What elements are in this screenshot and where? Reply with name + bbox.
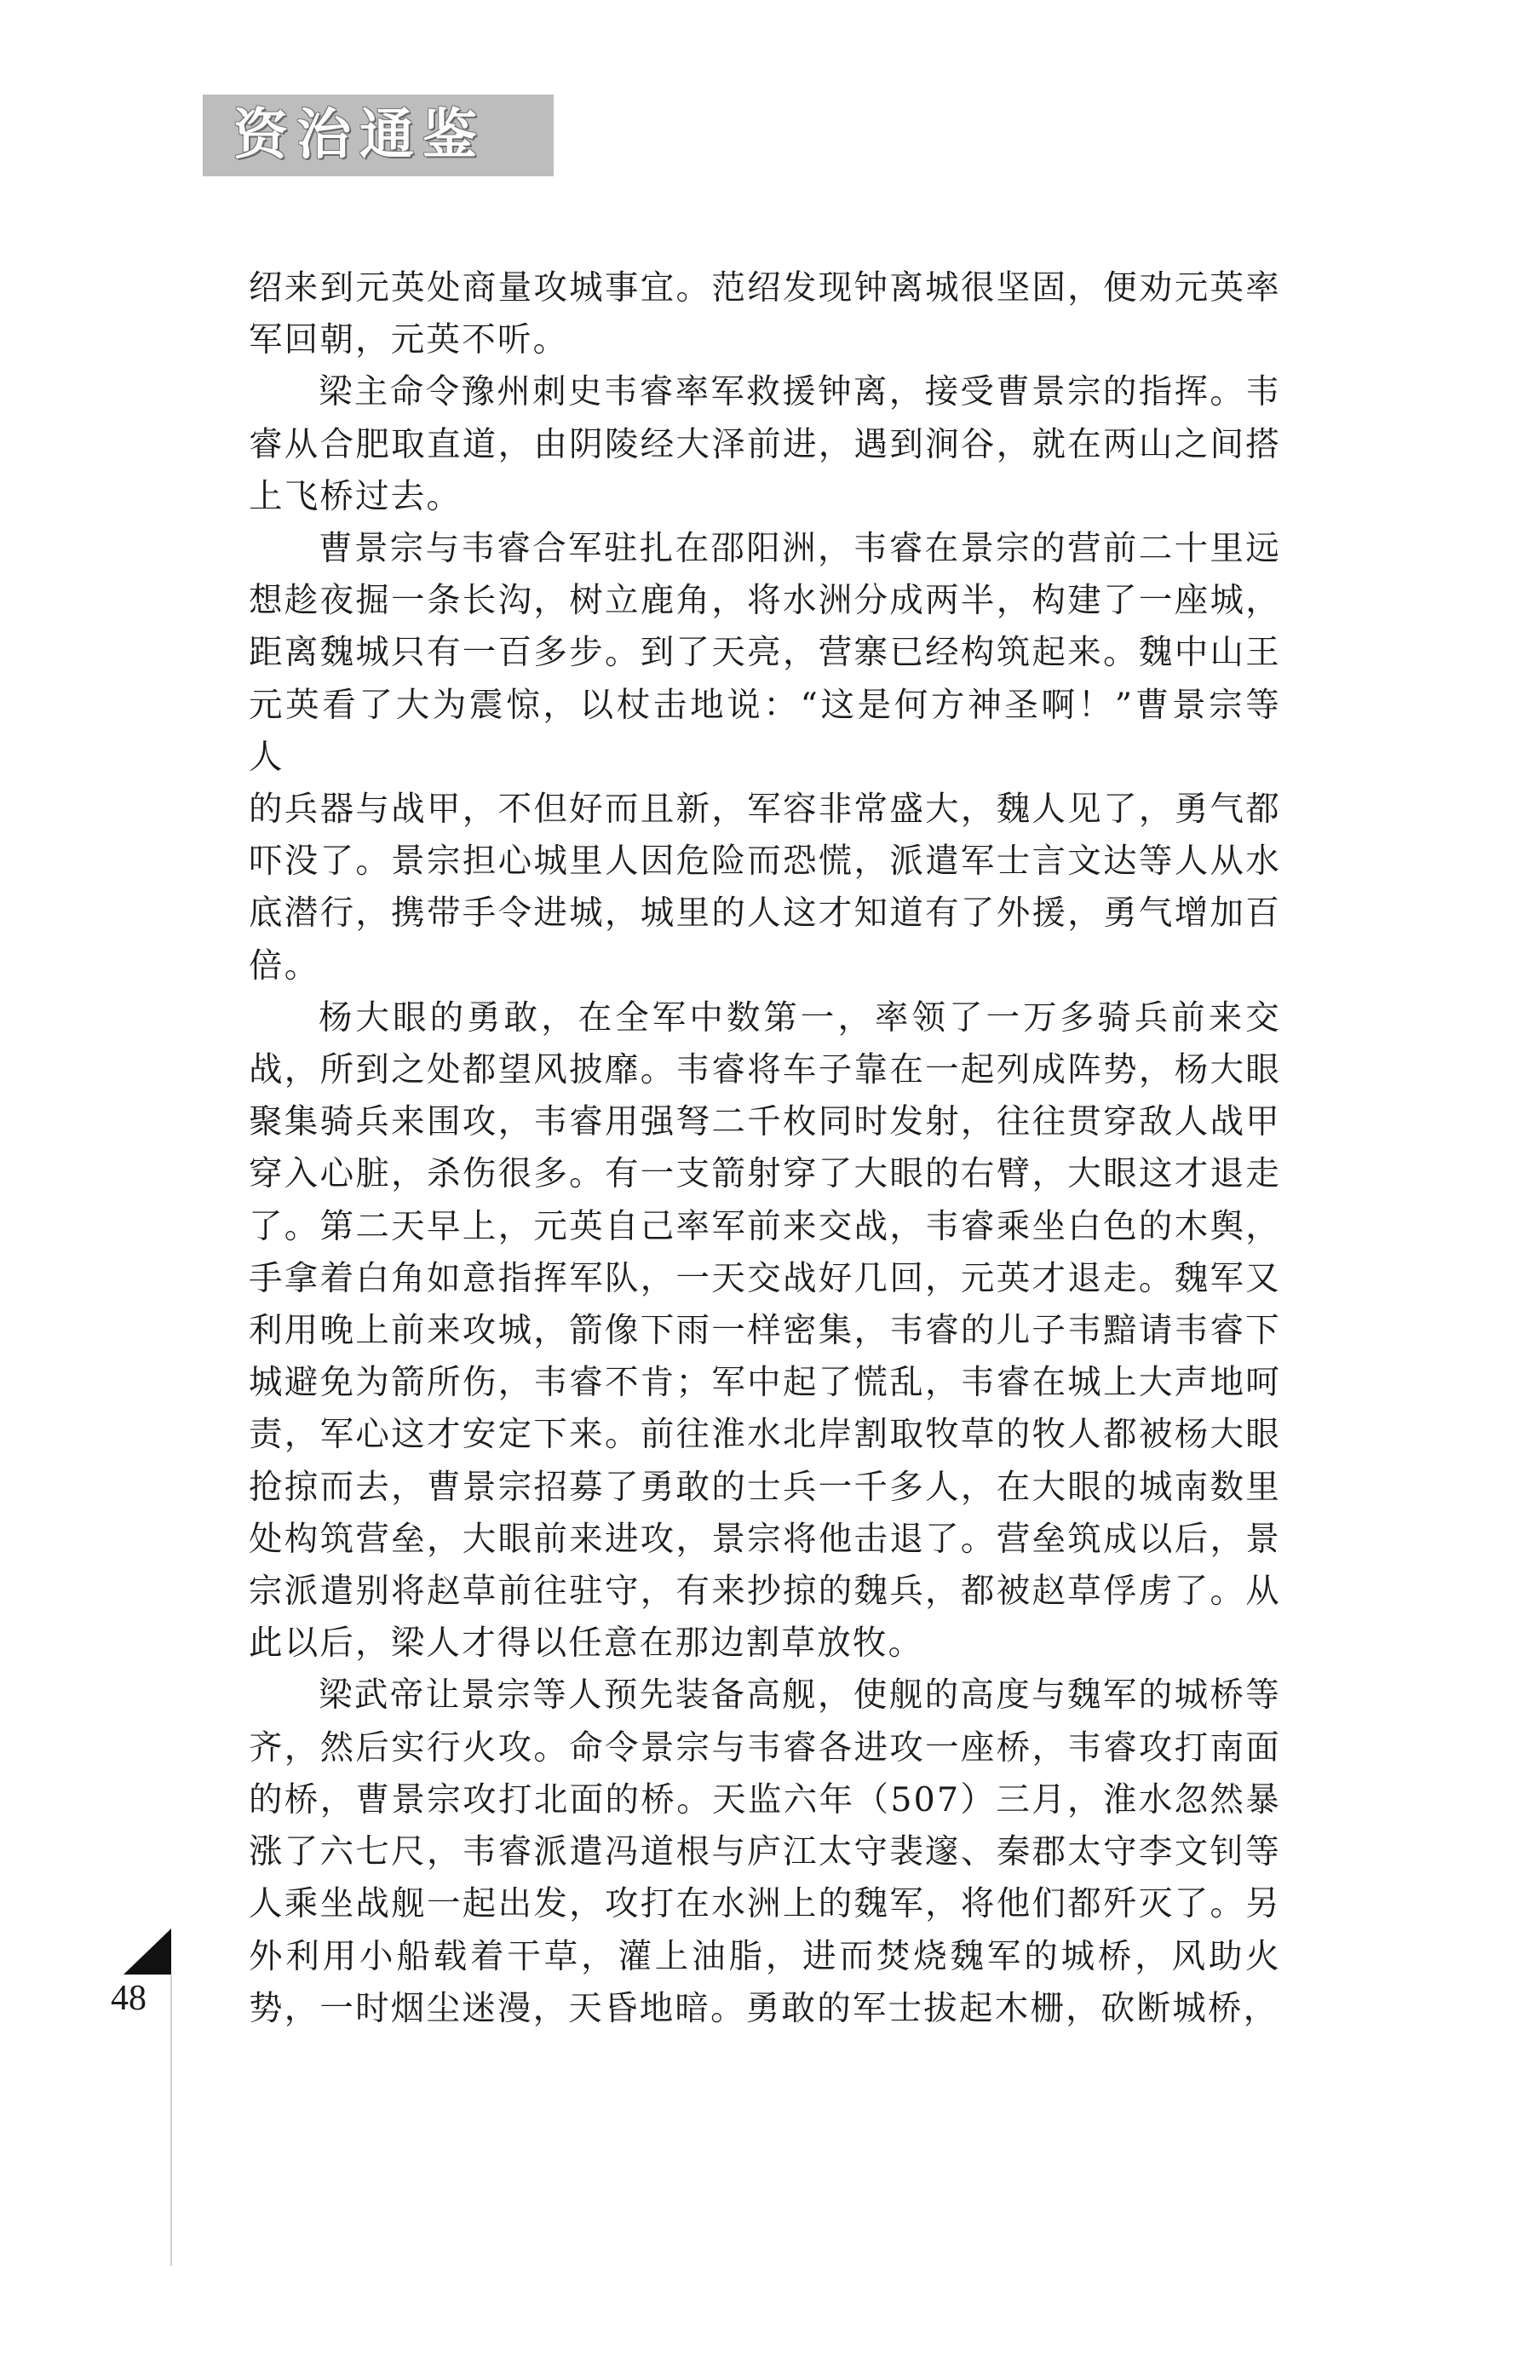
margin-rule: [170, 1975, 172, 2266]
text-line: 势，一时烟尘迷漫，天昏地暗。勇敢的军士拔起木栅，砍断城桥，: [249, 1988, 1279, 2028]
paragraph: [249, 1670, 1281, 2034]
text-line: 此以后，梁人才得以任意在那边割草放牧。: [249, 1624, 924, 1664]
text-line: 宗派遣别将赵草前往驻守，有来抄掠的魏兵，都被赵草俘虏了。从: [249, 1572, 1281, 1612]
text-line: 责，军心这才安定下来。前往淮水北岸割取牧草的牧人都被杨大眼: [249, 1415, 1281, 1455]
text-line: 距离魏城只有一百多步。到了天亮，营寨已经构筑起来。魏中山王: [249, 633, 1281, 673]
text-line: 想趁夜掘一条长沟，树立鹿角，将水洲分成两半，构建了一座城，: [249, 581, 1281, 621]
text-line: 绍来到元英处商量攻城事宜。范绍发现钟离城很坚固，便劝元英率: [249, 268, 1281, 308]
text-line: 人乘坐战舰一起出发，攻打在水洲上的魏军，将他们都歼灭了。另: [249, 1884, 1281, 1924]
text-line: 梁主命令豫州刺史韦睿率军救援钟离，接受曹景宗的指挥。韦: [319, 372, 1281, 412]
text-line: 抢掠而去，曹景宗招募了勇敢的士兵一千多人，在大眼的城南数里: [249, 1467, 1281, 1507]
text-line: 杨大眼的勇敢，在全军中数第一，率领了一万多骑兵前来交: [319, 997, 1281, 1038]
text-line: 的桥，曹景宗攻打北面的桥。天监六年（507）三月，淮水忽然暴: [249, 1779, 1281, 1819]
text-line: 利用晚上前来攻城，箭像下雨一样密集，韦睿的儿子韦黯请韦睿下: [249, 1311, 1281, 1351]
text-line: 梁武帝让景宗等人预先装备高舰，使舰的高度与魏军的城桥等: [319, 1676, 1281, 1716]
page-number: 48: [111, 1979, 147, 2018]
text-line: 战，所到之处都望风披靡。韦睿将车子靠在一起列成阵势，杨大眼: [249, 1050, 1281, 1090]
text-line: 曹景宗与韦睿合军驻扎在邵阳洲，韦睿在景宗的营前二十里远: [319, 529, 1281, 569]
book-title-banner: [203, 95, 554, 176]
book-title: 资治通鉴: [233, 104, 486, 167]
text-line: 睿从合肥取直道，由阴陵经大泽前进，遇到涧谷，就在两山之间搭: [249, 424, 1281, 464]
text-line: 穿入心脏，杀伤很多。有一支箭射穿了大眼的右臂，大眼这才退走: [249, 1154, 1281, 1194]
text-line: 的兵器与战甲，不但好而且新，军容非常盛大，魏人见了，勇气都: [249, 790, 1281, 830]
text-line: 齐，然后实行火攻。命令景宗与韦睿各进攻一座桥，韦睿攻打南面: [249, 1728, 1281, 1768]
text-line: 底潜行，携带手令进城，城里的人这才知道有了外援，勇气增加百: [249, 894, 1281, 934]
text-line: 城避免为箭所伤，韦睿不肯；军中起了慌乱，韦睿在城上大声地呵: [249, 1363, 1281, 1403]
text-line: 吓没了。景宗担心城里人因危险而恐慌，派遣军士言文达等人从水: [249, 842, 1281, 882]
text-line: 元英看了大为震惊，以杖击地说：“这是何方神圣啊！”曹景宗等人: [249, 685, 1281, 777]
text-line: 上飞桥过去。: [249, 476, 463, 516]
text-line: 聚集骑兵来围攻，韦睿用强弩二千枚同时发射，往往贯穿敌人战甲: [249, 1102, 1281, 1142]
text-line: 外利用小船载着干草，灌上油脂，进而焚烧魏军的城桥，风助火: [249, 1936, 1281, 1976]
text-line: 手拿着白角如意指挥军队，一天交战好几回，元英才退走。魏军又: [249, 1258, 1281, 1298]
main-text: [249, 262, 1281, 2035]
text-line: 了。第二天早上，元英自己率军前来交战，韦睿乘坐白色的木舆，: [249, 1206, 1281, 1246]
paragraph: [249, 366, 1281, 523]
paragraph: [249, 992, 1281, 1670]
text-line: 涨了六七尺，韦睿派遣冯道根与庐江太守裴邃、秦郡太守李文钊等: [249, 1832, 1281, 1872]
text-line: 处构筑营垒，大眼前来进攻，景宗将他击退了。营垒筑成以后，景: [249, 1519, 1281, 1559]
paragraph: [249, 523, 1281, 992]
text-line: 军回朝，元英不听。: [249, 320, 569, 360]
paragraph: [249, 262, 1281, 366]
page-corner-mark: [124, 1929, 171, 1975]
text-line: 倍。: [249, 946, 320, 986]
